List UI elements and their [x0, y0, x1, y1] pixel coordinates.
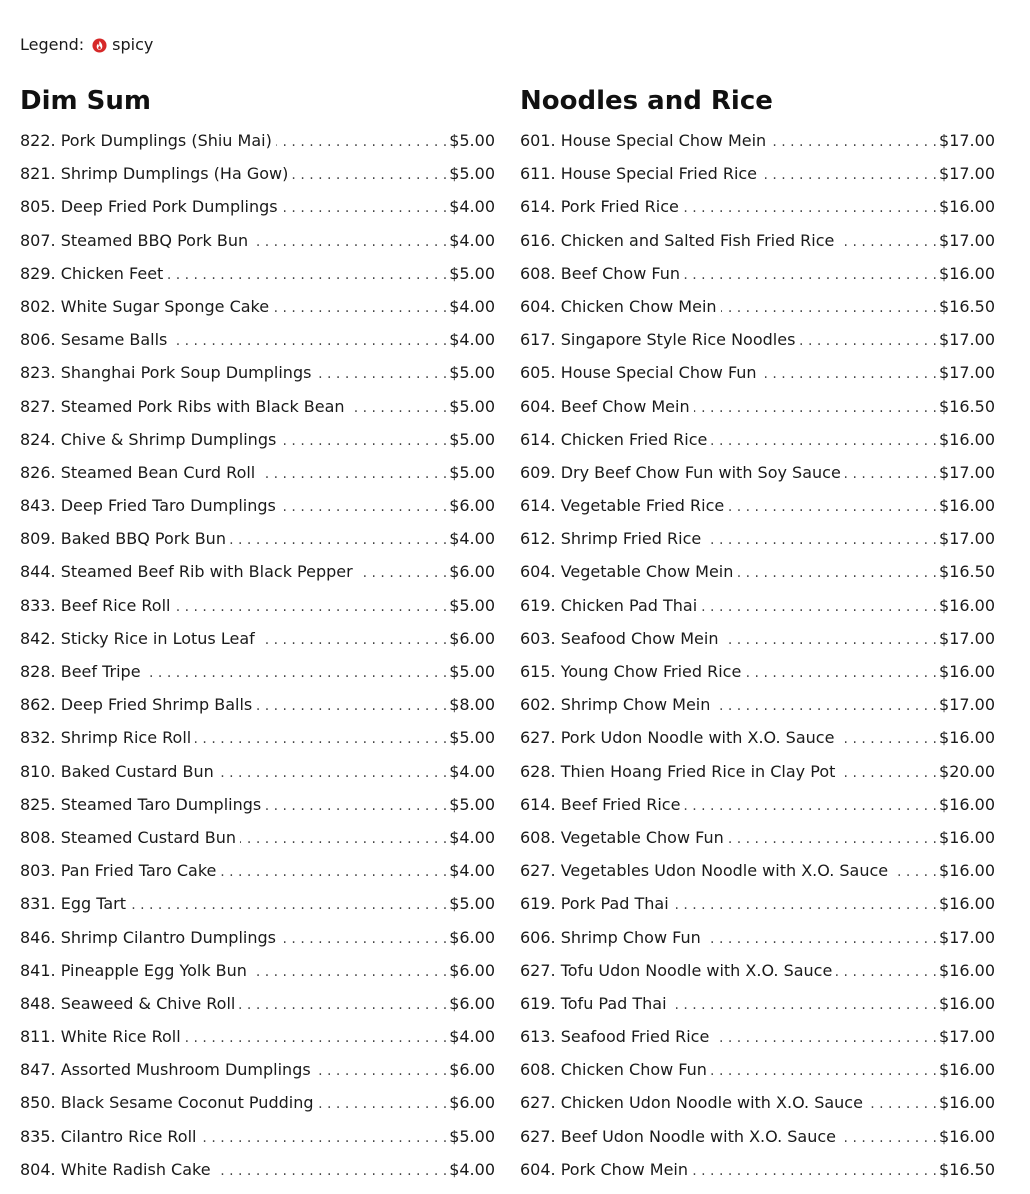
menu-item-price: $17.00 — [939, 927, 995, 947]
dot-leader — [838, 226, 937, 259]
menu-item-price: $5.00 — [449, 794, 495, 814]
menu-item-name: 606. Shrimp Chow Fun — [520, 927, 701, 947]
menu-item-price: $6.00 — [449, 993, 495, 1013]
menu-item — [520, 1120, 995, 1153]
menu-item-name: 604. Pork Chow Mein — [520, 1159, 689, 1179]
menu-item — [20, 157, 495, 190]
menu-item-price: $4.00 — [449, 529, 495, 549]
dot-leader — [692, 1155, 937, 1188]
dot-leader — [684, 259, 937, 292]
menu-item-name: 614. Chicken Fried Rice — [520, 429, 708, 449]
dot-leader — [315, 358, 447, 391]
menu-item-price: $16.00 — [939, 960, 995, 980]
menu-item-name: 807. Steamed BBQ Pork Bun — [20, 230, 249, 250]
dot-leader — [318, 1088, 448, 1121]
menu-item-name: 608. Beef Chow Fun — [520, 263, 680, 283]
dot-leader — [280, 491, 447, 524]
dot-leader — [174, 591, 447, 624]
dot-leader — [357, 557, 447, 590]
menu-item-price: $17.00 — [939, 230, 995, 250]
menu-item-price: $5.00 — [449, 894, 495, 914]
dot-leader — [711, 1055, 937, 1088]
menu-item — [520, 887, 995, 920]
menu-item-name: 615. Young Chow Fried Rice — [520, 662, 742, 681]
menu-item — [520, 987, 995, 1020]
menu-item-name: 603. Seafood Chow Mein — [520, 628, 719, 648]
menu-item-price: $16.00 — [939, 197, 995, 217]
dot-leader — [215, 1155, 448, 1188]
menu-item-name: 823. Shanghai Pork Soup Dumplings — [20, 363, 312, 383]
dot-leader — [292, 159, 447, 192]
menu-item — [20, 290, 495, 323]
menu-item — [520, 589, 995, 622]
menu-item-price: $16.50 — [939, 396, 995, 416]
menu-item-price: $5.00 — [449, 1126, 495, 1146]
menu-item — [20, 721, 495, 754]
menu-item-price: $16.00 — [939, 861, 995, 881]
legend — [20, 35, 153, 55]
menu-item-name: 846. Shrimp Cilantro Dumplings — [20, 927, 276, 947]
menu-item — [20, 555, 495, 588]
dot-leader — [280, 425, 447, 458]
dot-leader — [130, 889, 447, 922]
menu-item-name: 604. Vegetable Chow Mein — [520, 562, 734, 582]
menu-item-name: 810. Baked Custard Bun — [20, 761, 214, 781]
menu-item-price: $16.50 — [939, 562, 995, 582]
menu-item — [20, 124, 495, 157]
menu-item-price: $16.00 — [939, 595, 995, 615]
menu-item-name: 806. Sesame Balls — [20, 330, 168, 350]
dot-leader — [705, 524, 937, 557]
menu-item-price: $4.00 — [449, 197, 495, 217]
menu-item-price: $16.00 — [939, 1093, 995, 1113]
noodles-rice-list — [520, 124, 995, 1186]
dot-leader — [713, 1022, 937, 1055]
dot-leader — [836, 956, 937, 989]
menu-item — [520, 456, 995, 489]
dot-leader — [838, 723, 937, 756]
menu-item — [20, 323, 495, 356]
menu-item-name: 821. Shrimp Dumplings (Ha Gow) — [20, 164, 289, 184]
menu-item-name: 831. Egg Tart — [20, 894, 126, 914]
dot-leader — [721, 292, 937, 325]
dot-leader — [714, 690, 937, 723]
dot-leader — [218, 757, 447, 790]
menu-item-price: $5.00 — [449, 728, 495, 748]
menu-item — [520, 555, 995, 588]
menu-item-name: 627. Beef Udon Noodle with X.O. Sauce — [520, 1126, 836, 1146]
menu-item-price: $16.00 — [939, 496, 995, 516]
dot-leader — [728, 823, 937, 856]
menu-item-price: $4.00 — [449, 230, 495, 250]
menu-item-name: 804. White Radish Cake — [20, 1159, 211, 1179]
menu-item — [520, 390, 995, 423]
menu-item — [520, 788, 995, 821]
menu-item-name: 826. Steamed Bean Curd Roll — [20, 462, 256, 482]
dot-leader — [701, 591, 937, 624]
menu-item-name: 803. Pan Fried Taro Cake — [20, 861, 217, 881]
dot-leader — [282, 192, 448, 225]
menu-item-price: $6.00 — [449, 1060, 495, 1080]
menu-item-name: 829. Chicken Feet — [20, 263, 164, 283]
menu-item-name: 605. House Special Chow Fun — [520, 363, 757, 383]
menu-item-name: 627. Vegetables Udon Noodle with X.O. Sauce — [520, 861, 889, 881]
menu-item-price: $20.00 — [939, 761, 995, 781]
menu-item — [20, 390, 495, 423]
legend-spicy-label: spicy — [112, 35, 154, 54]
dot-leader — [694, 392, 937, 425]
menu-item-price: $5.00 — [449, 363, 495, 383]
menu-item-price: $16.50 — [939, 1159, 995, 1179]
menu-item-price: $5.00 — [449, 595, 495, 615]
menu-item — [520, 323, 995, 356]
menu-item-price: $17.00 — [939, 363, 995, 383]
menu-item-name: 627. Tofu Udon Noodle with X.O. Sauce — [520, 960, 833, 980]
dot-leader — [683, 192, 937, 225]
menu-item — [20, 522, 495, 555]
menu-item-price: $4.00 — [449, 1027, 495, 1047]
menu-item-price: $6.00 — [449, 927, 495, 947]
menu-item — [520, 655, 995, 688]
menu-item — [20, 622, 495, 655]
menu-item-name: 609. Dry Beef Chow Fun with Soy Sauce — [520, 462, 841, 482]
menu-item — [520, 755, 995, 788]
menu-item-price: $4.00 — [449, 761, 495, 781]
menu-item-name: 843. Deep Fried Taro Dumplings — [20, 496, 276, 516]
menu-item-name: 828. Beef Tripe — [20, 662, 141, 681]
menu-item-name: 841. Pineapple Egg Yolk Bun — [20, 960, 247, 980]
menu-item-name: 614. Beef Fried Rice — [520, 794, 681, 814]
dot-leader — [840, 1122, 937, 1155]
menu-item-price: $17.00 — [939, 131, 995, 150]
menu-item — [20, 854, 495, 887]
menu-item-name: 627. Chicken Udon Noodle with X.O. Sauce — [520, 1093, 863, 1113]
menu-item — [520, 423, 995, 456]
flame-icon — [92, 38, 107, 53]
menu-item — [520, 1053, 995, 1086]
menu-item-price: $17.00 — [939, 529, 995, 549]
menu-item — [520, 489, 995, 522]
menu-item-name: 809. Baked BBQ Pork Bun — [20, 529, 226, 549]
menu-item — [20, 1153, 495, 1186]
menu-item — [520, 124, 995, 157]
menu-item-price: $17.00 — [939, 1027, 995, 1047]
menu-item-price: $17.00 — [939, 462, 995, 482]
menu-item — [20, 954, 495, 987]
menu-item — [520, 257, 995, 290]
menu-item-price: $16.00 — [939, 993, 995, 1013]
menu-item — [20, 887, 495, 920]
menu-item — [520, 157, 995, 190]
dot-leader — [711, 425, 937, 458]
menu-item — [520, 721, 995, 754]
legend-label: Legend: — [20, 35, 85, 54]
dot-leader — [315, 1055, 448, 1088]
dot-leader — [276, 126, 447, 159]
menu-item — [20, 655, 495, 688]
menu-item — [20, 987, 495, 1020]
menu-item-name: 608. Vegetable Chow Fun — [520, 827, 724, 847]
menu-item-name: 825. Steamed Taro Dumplings — [20, 794, 262, 814]
menu-item-name: 608. Chicken Chow Fun — [520, 1060, 707, 1080]
menu-item-name: 848. Seaweed & Chive Roll — [20, 993, 236, 1013]
dot-leader — [722, 624, 937, 657]
menu-item-name: 842. Sticky Rice in Lotus Leaf — [20, 628, 255, 648]
menu-item-price: $6.00 — [449, 496, 495, 516]
menu-item-name: 604. Chicken Chow Mein — [520, 296, 717, 316]
menu-item — [20, 1120, 495, 1153]
menu-item-name: 628. Thien Hoang Fried Rice in Clay Pot — [520, 761, 836, 781]
dot-leader — [892, 856, 937, 889]
menu-item-name: 611. House Special Fried Rice — [520, 164, 758, 184]
menu-item-price: $6.00 — [449, 1093, 495, 1113]
dot-leader — [867, 1088, 937, 1121]
menu-item-name: 604. Beef Chow Mein — [520, 396, 690, 416]
menu-item — [520, 522, 995, 555]
dot-leader — [728, 491, 937, 524]
menu-item — [520, 356, 995, 389]
dot-leader — [761, 159, 937, 192]
dot-leader — [265, 790, 447, 823]
menu-item-name: 802. White Sugar Sponge Cake — [20, 296, 270, 316]
dot-leader — [273, 292, 447, 325]
menu-item — [20, 190, 495, 223]
dot-leader — [200, 1122, 447, 1155]
menu-item-name: 805. Deep Fried Pork Dumplings — [20, 197, 278, 217]
menu-item — [520, 622, 995, 655]
menu-item-price: $5.00 — [449, 396, 495, 416]
dot-leader — [185, 1022, 448, 1055]
menu-item-price: $6.00 — [449, 628, 495, 648]
menu-item — [20, 456, 495, 489]
menu-item — [520, 921, 995, 954]
menu-item-price: $16.00 — [939, 894, 995, 914]
menu-item — [20, 688, 495, 721]
menu-item — [520, 1086, 995, 1119]
menu-item-price: $16.50 — [939, 296, 995, 316]
menu-item-price: $4.00 — [449, 330, 495, 350]
menu-item — [20, 489, 495, 522]
dot-leader — [770, 126, 937, 159]
menu-item-name: 614. Pork Fried Rice — [520, 197, 679, 217]
menu-item-name: 833. Beef Rice Roll — [20, 595, 171, 615]
dot-leader — [671, 989, 937, 1022]
noodles-rice-section — [520, 84, 995, 1186]
menu-item-price: $5.00 — [449, 164, 495, 184]
menu-item-name: 619. Pork Pad Thai — [520, 894, 669, 914]
menu-item-price: $17.00 — [939, 330, 995, 350]
menu-item-name: 619. Chicken Pad Thai — [520, 595, 698, 615]
menu-item-name: 627. Pork Udon Noodle with X.O. Sauce — [520, 728, 835, 748]
dot-leader — [745, 657, 937, 690]
menu-item-name: 619. Tofu Pad Thai — [520, 993, 667, 1013]
menu-item-price: $8.00 — [449, 695, 495, 715]
menu-item-price: $4.00 — [449, 1159, 495, 1179]
dot-leader — [251, 956, 447, 989]
dot-leader — [761, 358, 937, 391]
dot-leader — [259, 624, 447, 657]
dot-leader — [684, 790, 937, 823]
menu-item-price: $5.00 — [449, 429, 495, 449]
menu-item — [20, 755, 495, 788]
menu-item-price: $16.00 — [939, 794, 995, 814]
menu-item — [20, 589, 495, 622]
menu-item-price: $6.00 — [449, 960, 495, 980]
menu-item — [520, 224, 995, 257]
menu-item-name: 832. Shrimp Rice Roll — [20, 728, 192, 748]
menu-item-name: 827. Steamed Pork Ribs with Black Bean — [20, 396, 345, 416]
menu-item — [20, 1053, 495, 1086]
dot-leader — [705, 923, 937, 956]
menu-item — [20, 921, 495, 954]
dot-leader — [220, 856, 447, 889]
menu-item-name: 844. Steamed Beef Rib with Black Pepper — [20, 562, 353, 582]
dot-leader — [239, 989, 447, 1022]
menu-item — [520, 1020, 995, 1053]
dim-sum-heading: Dim Sum — [20, 86, 151, 116]
menu-item — [20, 423, 495, 456]
menu-item-name: 835. Cilantro Rice Roll — [20, 1126, 197, 1146]
dot-leader — [839, 757, 937, 790]
menu-item-price: $4.00 — [449, 827, 495, 847]
menu-item-price: $16.00 — [939, 662, 995, 681]
menu-item-price: $4.00 — [449, 861, 495, 881]
dot-leader — [845, 458, 937, 491]
menu-item-name: 614. Vegetable Fried Rice — [520, 496, 725, 516]
menu-item-price: $16.00 — [939, 827, 995, 847]
menu-item — [20, 257, 495, 290]
menu-item — [20, 788, 495, 821]
dot-leader — [259, 458, 447, 491]
menu-item — [20, 224, 495, 257]
menu-item — [520, 190, 995, 223]
menu-item — [20, 1020, 495, 1053]
menu-item-name: 850. Black Sesame Coconut Pudding — [20, 1093, 314, 1113]
dot-leader — [167, 259, 447, 292]
menu-item-price: $17.00 — [939, 164, 995, 184]
menu-item-price: $16.00 — [939, 263, 995, 283]
menu-item-price: $16.00 — [939, 1126, 995, 1146]
menu-item — [20, 821, 495, 854]
menu-item-price: $5.00 — [449, 662, 495, 681]
menu-item-price: $6.00 — [449, 562, 495, 582]
menu-item-name: 811. White Rice Roll — [20, 1027, 181, 1047]
menu-item-price: $16.00 — [939, 728, 995, 748]
menu-item-name: 616. Chicken and Salted Fish Fried Rice — [520, 230, 835, 250]
menu-item — [520, 854, 995, 887]
menu-item — [520, 821, 995, 854]
menu-item-price: $16.00 — [939, 429, 995, 449]
menu-item — [520, 954, 995, 987]
menu-item-price: $17.00 — [939, 695, 995, 715]
dot-leader — [349, 392, 448, 425]
menu-item — [20, 356, 495, 389]
menu-item-name: 601. House Special Chow Mein — [520, 131, 767, 150]
menu-item-name: 617. Singapore Style Rice Noodles — [520, 330, 796, 350]
menu-item-price: $5.00 — [449, 462, 495, 482]
menu-item — [520, 290, 995, 323]
menu-item-name: 822. Pork Dumplings (Shiu Mai) — [20, 131, 272, 150]
menu-item — [520, 688, 995, 721]
menu-item — [520, 1153, 995, 1186]
dot-leader — [799, 325, 937, 358]
menu-item-name: 612. Shrimp Fried Rice — [520, 529, 702, 549]
dot-leader — [737, 557, 937, 590]
menu-item-name: 613. Seafood Fried Rice — [520, 1027, 710, 1047]
menu-item-name: 824. Chive & Shrimp Dumplings — [20, 429, 277, 449]
dim-sum-section — [20, 84, 495, 1186]
dot-leader — [256, 690, 447, 723]
menu-item-name: 847. Assorted Mushroom Dumplings — [20, 1060, 311, 1080]
dot-leader — [252, 226, 447, 259]
menu-item-name: 862. Deep Fried Shrimp Balls — [20, 695, 253, 715]
dot-leader — [145, 657, 448, 690]
noodles-rice-heading: Noodles and Rice — [520, 86, 773, 116]
dot-leader — [673, 889, 937, 922]
menu-item-price: $4.00 — [449, 296, 495, 316]
dot-leader — [240, 823, 447, 856]
menu-item-price: $5.00 — [449, 131, 495, 150]
dot-leader — [280, 923, 447, 956]
menu-item-name: 602. Shrimp Chow Mein — [520, 695, 711, 715]
dot-leader — [171, 325, 447, 358]
menu-item-name: 808. Steamed Custard Bun — [20, 827, 236, 847]
menu-item — [20, 1086, 495, 1119]
dim-sum-list — [20, 124, 495, 1186]
dot-leader — [195, 723, 447, 756]
menu-item-price: $17.00 — [939, 628, 995, 648]
menu-item-price: $16.00 — [939, 1060, 995, 1080]
menu-item-price: $5.00 — [449, 263, 495, 283]
dot-leader — [230, 524, 447, 557]
